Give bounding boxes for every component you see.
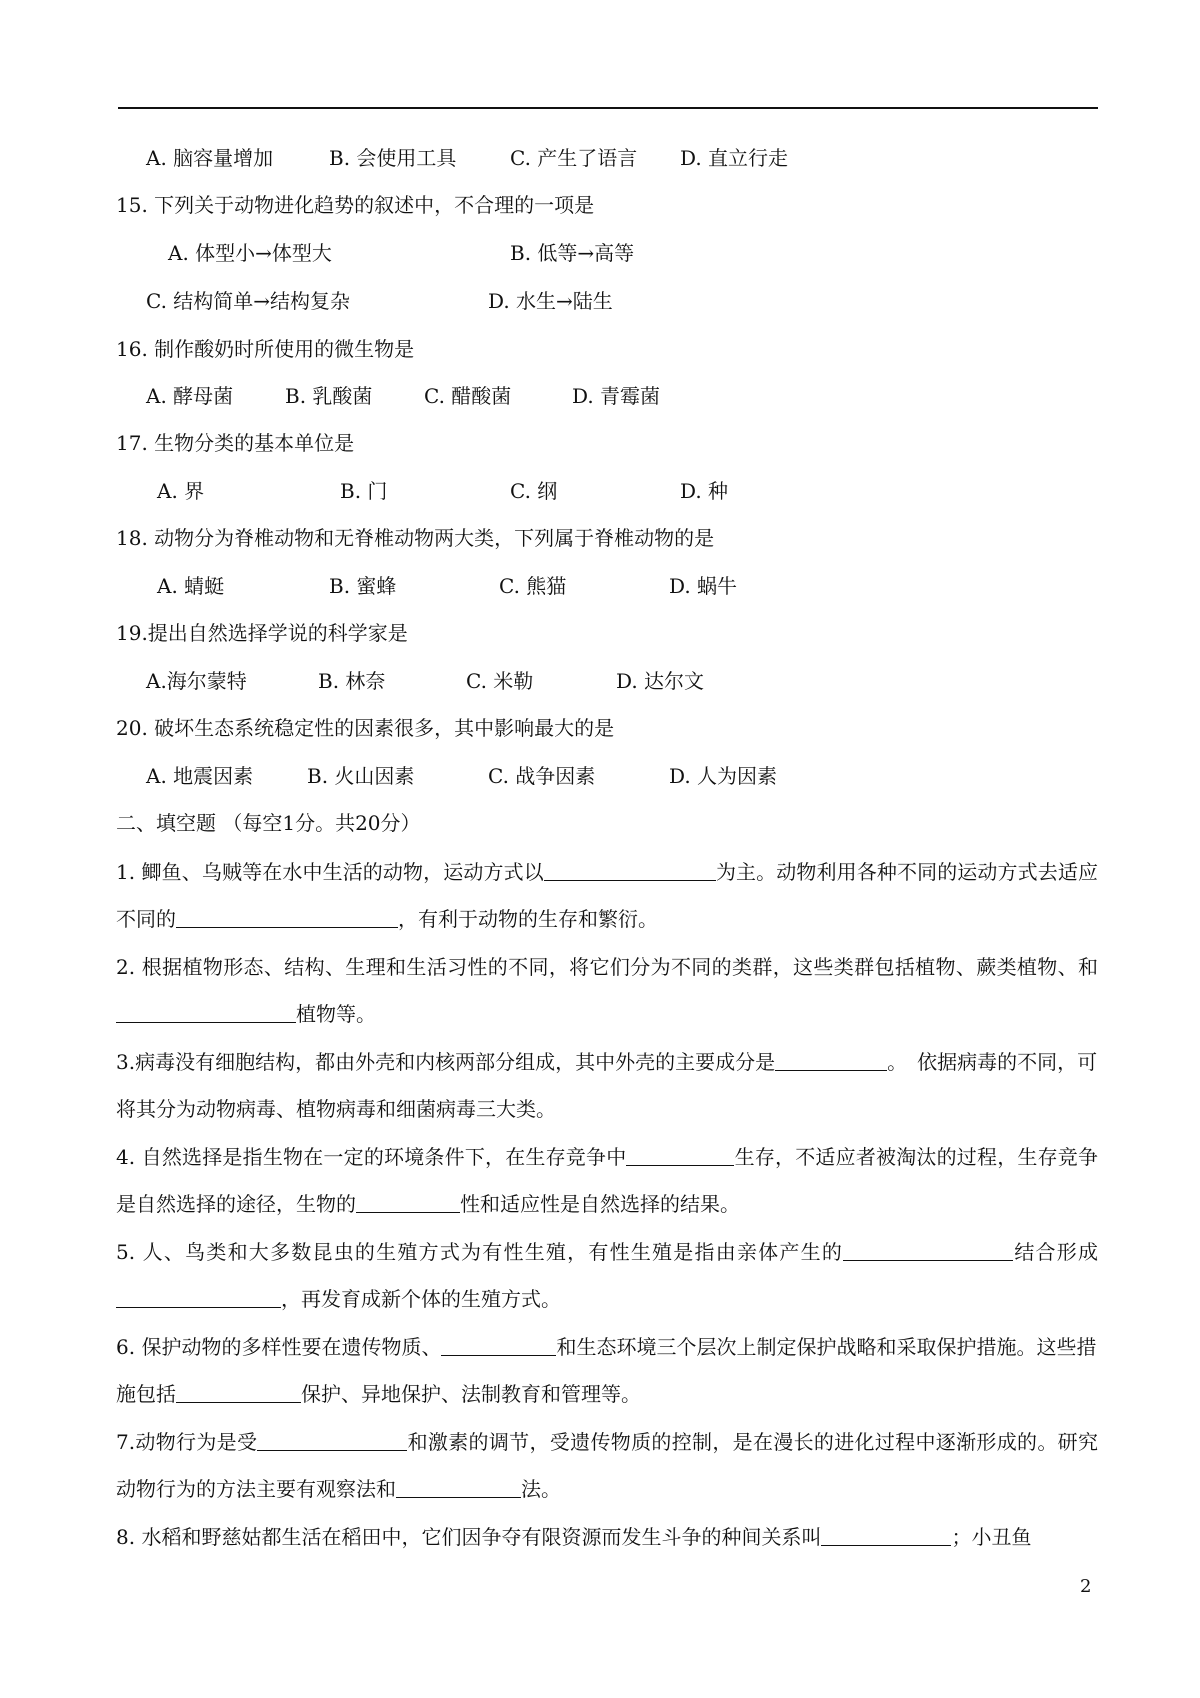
q14-option-c: C. 产生了语言 <box>510 146 638 170</box>
answer-blank[interactable] <box>544 858 716 881</box>
q20-option-c: C. 战争因素 <box>488 764 596 788</box>
q16-option-d: D. 青霉菌 <box>572 384 661 408</box>
fill-item-6: 6. 保护动物的多样性要在遗传物质、 和生态环境三个层次上制定保护战略和采取保护措施。这些措施包括 保护、异地保护、法制教育和管理等。 <box>116 1335 1097 1406</box>
q17-option-a: A. 界 <box>157 479 205 503</box>
page-number: 2 <box>1080 1576 1092 1597</box>
answer-blank[interactable] <box>441 1333 556 1356</box>
q17-option-d: D. 种 <box>680 479 729 503</box>
q18-option-b: B. 蜜蜂 <box>329 574 397 598</box>
q16-stem: 16. 制作酸奶时所使用的微生物是 <box>116 337 415 361</box>
q20-option-a: A. 地震因素 <box>146 764 254 788</box>
answer-blank[interactable] <box>626 1143 734 1166</box>
answer-blank[interactable] <box>176 1380 301 1403</box>
answer-blank[interactable] <box>116 1285 281 1308</box>
q15-stem: 15. 下列关于动物进化趋势的叙述中，不合理的一项是 <box>116 193 595 217</box>
fill-section-heading: 二、填空题 （每空1分。共20分） <box>116 811 421 835</box>
q20-stem: 20. 破坏生态系统稳定性的因素很多，其中影响最大的是 <box>116 716 615 740</box>
q15-option-d: D. 水生→陆生 <box>488 289 613 313</box>
fill-item-4: 4. 自然选择是指生物在一定的环境条件下，在生存竞争中 生存，不适应者被淘汰的过程，生存竞争是自然选择的途径，生物的 性和适应性是自然选择的结果。 <box>116 1145 1098 1216</box>
answer-blank[interactable] <box>116 1000 296 1023</box>
q19-option-b: B. 林奈 <box>318 669 386 693</box>
answer-blank[interactable] <box>821 1523 951 1546</box>
answer-blank[interactable] <box>176 905 398 928</box>
q19-option-c: C. 米勒 <box>466 669 534 693</box>
q19-stem: 19.提出自然选择学说的科学家是 <box>116 621 408 645</box>
q18-option-d: D. 蜗牛 <box>669 574 738 598</box>
q18-option-c: C. 熊猫 <box>499 574 567 598</box>
fill-item-7: 7.动物行为是受 和激素的调节，受遗传物质的控制，是在漫长的进化过程中逐渐形成的。研究动物行为的方法主要有观察法和 法。 <box>116 1430 1098 1501</box>
q16-option-c: C. 醋酸菌 <box>424 384 512 408</box>
q20-option-b: B. 火山因素 <box>307 764 415 788</box>
q19-option-d: D. 达尔文 <box>616 669 705 693</box>
q14-option-d: D. 直立行走 <box>680 146 789 170</box>
q17-option-c: C. 纲 <box>510 479 558 503</box>
answer-blank[interactable] <box>396 1475 521 1498</box>
answer-blank[interactable] <box>356 1190 460 1213</box>
q17-stem: 17. 生物分类的基本单位是 <box>116 431 355 455</box>
q15-option-c: C. 结构简单→结构复杂 <box>146 289 351 313</box>
fill-item-3: 3.病毒没有细胞结构，都由外壳和内核两部分组成，其中外壳的主要成分是 。 依据病毒的不同，可将其分为动物病毒、植物病毒和细菌病毒三大类。 <box>116 1050 1098 1121</box>
q18-stem: 18. 动物分为脊椎动物和无脊椎动物两大类，下列属于脊椎动物的是 <box>116 526 715 550</box>
q15-option-a: A. 体型小→体型大 <box>168 241 332 265</box>
fill-item-2: 2. 根据植物形态、结构、生理和生活习性的不同，将它们分为不同的类群，这些类群包括植物、蕨类植物、和植物等。 <box>116 955 1098 1026</box>
q16-option-b: B. 乳酸菌 <box>285 384 373 408</box>
q14-option-b: B. 会使用工具 <box>329 146 457 170</box>
q15-option-b: B. 低等→高等 <box>510 241 635 265</box>
q19-option-a: A.海尔蒙特 <box>146 669 247 693</box>
answer-blank[interactable] <box>775 1048 887 1071</box>
fill-item-1: 1. 鲫鱼、乌贼等在水中生活的动物，运动方式以 为主。动物利用各种不同的运动方式去适应不同的 ，有利于动物的生存和繁衍。 <box>116 860 1098 931</box>
q14-option-a: A. 脑容量增加 <box>146 146 274 170</box>
answer-blank[interactable] <box>843 1238 1013 1261</box>
fill-item-8: 8. 水稻和野慈姑都生活在稻田中，它们因争夺有限资源而发生斗争的种间关系叫 ；小丑鱼 <box>116 1525 1032 1549</box>
answer-blank[interactable] <box>257 1428 407 1451</box>
q16-option-a: A. 酵母菌 <box>146 384 234 408</box>
q18-option-a: A. 蜻蜓 <box>157 574 225 598</box>
q20-option-d: D. 人为因素 <box>669 764 778 788</box>
fill-item-5: 5. 人、鸟类和大多数昆虫的生殖方式为有性生殖，有性生殖是指由亲体产生的 结合形成，再发育成新个体的生殖方式。 <box>116 1240 1098 1311</box>
header-rule <box>118 107 1098 109</box>
q17-option-b: B. 门 <box>340 479 388 503</box>
